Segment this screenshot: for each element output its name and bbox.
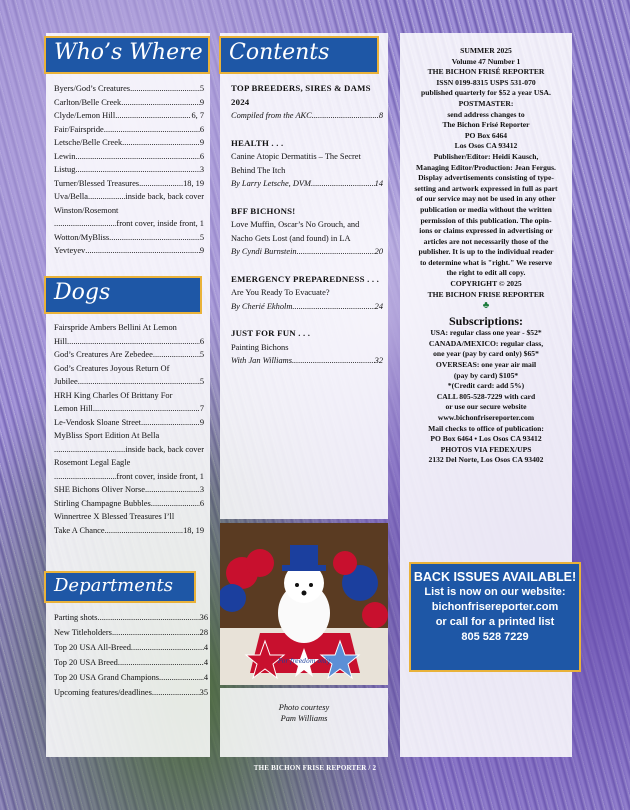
masthead-line: send address changes to — [447, 109, 525, 119]
contents-author: By Larry Letsche, DVM — [231, 179, 312, 188]
subscription-line: *(Credit card: add 5%) — [447, 381, 525, 391]
dot-leader — [109, 231, 200, 245]
masthead — [404, 46, 568, 466]
whos-where-header: Who’s Where — [44, 36, 210, 74]
dog-entry — [54, 456, 204, 483]
dot-leader — [115, 109, 191, 123]
dot-leader — [122, 136, 200, 150]
entry-name: Wotton/MyBliss — [54, 232, 110, 242]
entry-page: 5 — [199, 377, 204, 386]
entry-page: 9 — [199, 138, 204, 147]
entry-page: 18, 19 — [183, 178, 204, 188]
back-issues-phone: 805 528 7229 — [461, 631, 529, 643]
dog-entry — [54, 510, 204, 537]
contents-page: 14 — [374, 179, 383, 188]
dog-name-line: Fairspride Ambers Bellini At Lemon — [54, 323, 177, 332]
bichon-photo-illustration — [220, 523, 388, 685]
entry-page: 35 — [199, 688, 208, 697]
entry-name: Hill — [54, 336, 68, 346]
entry-name: God’s Creatures Are Zebedee — [54, 350, 153, 359]
contents-section-title: TOP BREEDERS, SIRES & DAMS 2024 — [231, 83, 371, 107]
dog-entry — [54, 416, 204, 430]
masthead-line: articles are not necessarily those of the — [423, 236, 549, 246]
contents-header: Contents — [219, 36, 379, 74]
contents-article-title: Are You Ready To Evacuate? — [231, 288, 330, 297]
dog-page-line — [54, 375, 204, 389]
photo-sign-text: For freedom only — [277, 658, 331, 665]
contents-author-line — [231, 354, 383, 368]
dog-page-line — [54, 348, 204, 362]
dogs-header: Dogs — [44, 276, 202, 314]
masthead-line: Publisher/Editor: Heidi Kausch, — [433, 151, 539, 161]
entry-page: 18, 19 — [183, 525, 204, 535]
subscription-line: PHOTOS VIA FEDEX/UPS — [440, 444, 532, 454]
entry-page: 36 — [199, 613, 208, 622]
back-issues-title: BACK ISSUES AVAILABLE! — [413, 570, 577, 584]
entry-page: 5 — [199, 84, 204, 93]
masthead-line: publisher. It is up to the individual reader — [418, 247, 554, 257]
subscription-line: CALL 805-528-7229 with card — [436, 391, 536, 401]
bichon-photo — [220, 523, 388, 685]
dog-name-line: HRH King Charles Of Brittany For — [54, 390, 173, 400]
dog-entry — [54, 429, 204, 456]
dog-page-line — [54, 470, 204, 484]
dog-entry — [54, 483, 204, 497]
subscription-line: or use our secure website — [445, 402, 527, 412]
departments-header: Departments — [44, 571, 196, 603]
dog-name-line: MyBliss Sport Edition At Bella — [54, 431, 160, 440]
back-issues-line: List is now on our website: — [424, 586, 566, 598]
masthead-line: of our service may not be used in any other — [416, 194, 556, 204]
list-item — [54, 190, 204, 204]
masthead-line: ISSN 0199-8315 USPS 531-070 — [436, 77, 536, 87]
entry-page: 6, 7 — [191, 111, 204, 120]
contents-section — [231, 273, 383, 314]
dot-leader — [121, 96, 200, 110]
entry-name: Clyde/Lemon Hill — [54, 111, 116, 120]
department-item — [54, 640, 208, 655]
dot-leader — [98, 610, 200, 625]
entry-page: front cover, inside front, 1 — [116, 471, 204, 481]
subscription-line: OVERSEAS: one year air mail — [435, 360, 537, 370]
contents-section — [231, 137, 383, 191]
entry-name: Top 20 USA Grand Champions — [54, 673, 160, 682]
masthead-line: SUMMER 2025 — [460, 46, 512, 55]
dog-page-line — [54, 335, 204, 349]
subscription-line: Mail checks to office of publication: — [428, 423, 544, 433]
list-item — [54, 96, 204, 110]
dot-leader — [297, 245, 375, 259]
masthead-line: to determine what is "right." We reserve — [420, 257, 552, 267]
entry-name: Le-Vendosk Sloane Street — [54, 417, 141, 427]
department-item — [54, 625, 208, 640]
dogs-list — [54, 321, 204, 537]
entry-name: Upcoming features/deadlines — [54, 688, 152, 697]
subscription-line: 2132 Del Norte, Los Osos CA 93402 — [428, 455, 544, 465]
subscription-line: www.bichonfrisereporter.com — [437, 413, 535, 422]
contents-list — [231, 82, 383, 382]
entry-page: 3 — [199, 485, 204, 494]
contents-article-title: Canine Atopic Dermatitis – The Secret Behind The Itch — [231, 152, 361, 175]
subscription-line: USA: regular class one year - $52* — [430, 328, 542, 338]
list-item: Winston/Rosemont — [54, 205, 119, 215]
dot-leader — [54, 217, 116, 231]
contents-author-line — [231, 109, 383, 123]
dog-page-line — [54, 483, 204, 497]
whos-where-list — [54, 82, 204, 258]
entry-page: 4 — [203, 658, 208, 667]
contents-section — [231, 327, 383, 368]
dog-page-line — [54, 443, 204, 457]
dot-leader — [139, 177, 183, 191]
back-issues-line: or call for a printed list — [435, 616, 555, 628]
dot-leader — [159, 670, 204, 685]
dot-leader — [75, 163, 199, 177]
contents-author: Compiled from the AKC — [231, 111, 312, 120]
entry-name: Carlton/Belle Creek — [54, 97, 122, 107]
dog-name-line: Winnertree X Blessed Treasures I’ll — [54, 512, 175, 521]
dot-leader — [145, 483, 200, 497]
dog-entry — [54, 348, 204, 362]
entry-name: Take A Chance — [54, 525, 105, 535]
masthead-line: POSTMASTER: — [458, 98, 514, 108]
back-issues-website[interactable]: bichonfrisereporter.com — [431, 601, 559, 613]
dot-leader — [312, 109, 379, 123]
dog-entry — [54, 321, 204, 348]
contents-section — [231, 205, 383, 259]
entry-page: 6 — [199, 151, 204, 161]
masthead-line: setting and artwork expressed in full as part — [414, 183, 558, 193]
contents-article-title: Love Muffin, Oscar’s No Grouch, and Nacho Gets Lost (and found) in LA — [231, 220, 360, 243]
list-item — [54, 136, 204, 150]
club-icon: ♣ — [482, 300, 490, 312]
dot-leader — [85, 244, 200, 258]
contents-section-title: JUST FOR FUN . . . — [231, 328, 311, 338]
entry-name: Top 20 USA Breed — [54, 658, 118, 667]
subscription-line: (pay by card) $105* — [453, 370, 519, 380]
department-item — [54, 610, 208, 625]
dot-leader — [88, 190, 125, 204]
list-item — [54, 231, 204, 245]
subscription-line: CANADA/MEXICO: regular class, — [428, 338, 544, 348]
entry-name: Letsche/Belle Creek — [54, 138, 123, 147]
entry-page: 28 — [199, 628, 208, 637]
dot-leader — [75, 150, 199, 164]
dot-leader — [54, 470, 116, 484]
masthead-line: Volume 47 Number 1 — [451, 56, 521, 66]
dot-leader — [153, 348, 200, 362]
list-item — [54, 109, 204, 123]
contents-article-title: Painting Bichons — [231, 342, 289, 352]
masthead-line: Los Osos CA 93412 — [454, 141, 518, 151]
dot-leader — [93, 402, 200, 416]
contents-page: 8 — [378, 111, 383, 120]
entry-name: Fair/Fairspride — [54, 124, 104, 134]
entry-page: inside back, back cover — [125, 444, 204, 454]
dot-leader — [67, 335, 200, 349]
dot-leader — [112, 625, 200, 640]
contents-section-title: BFF BICHONS! — [231, 205, 296, 216]
masthead-line: publication or media without the written — [420, 204, 552, 214]
masthead-line: permission of this publication. The opin- — [420, 215, 552, 225]
contents-section — [231, 82, 383, 123]
entry-page: inside back, back cover — [125, 192, 204, 201]
entry-page: 6 — [199, 124, 204, 134]
contents-section-title: HEALTH . . . — [231, 137, 284, 148]
entry-page: 6 — [199, 336, 204, 346]
masthead-line: THE BICHON FRISE REPORTER — [427, 289, 545, 299]
entry-name: Lemon Hill — [54, 404, 93, 413]
contents-author: By Cyndi Burnstein — [231, 247, 297, 256]
dog-page-line — [54, 497, 204, 511]
masthead-line: published quarterly for $52 a year USA. — [421, 88, 551, 98]
dot-leader — [78, 375, 200, 389]
entry-name: New Titleholders — [54, 628, 112, 637]
dog-page-line — [54, 416, 204, 430]
list-item — [54, 177, 204, 191]
entry-name: Parting shots — [54, 613, 98, 622]
contents-page: 20 — [374, 247, 383, 256]
entry-page: front cover, inside front, 1 — [116, 219, 204, 228]
entry-page: 5 — [199, 350, 204, 359]
entry-page: 4 — [203, 643, 208, 652]
entry-name: Yevteyev — [54, 246, 86, 255]
photo-caption — [220, 702, 388, 724]
department-item — [54, 685, 208, 700]
entry-name: Stirling Champagne Bubbles — [54, 498, 151, 508]
entry-name: Lewin — [54, 151, 76, 161]
subscription-line: PO Box 6464 • Los Osos CA 93412 — [430, 434, 542, 444]
dog-name-line: God’s Creatures Joyous Return Of — [54, 363, 170, 373]
dot-leader — [152, 685, 200, 700]
list-item — [54, 163, 204, 177]
dot-leader — [311, 177, 375, 191]
masthead-line: PO Box 6464 — [464, 130, 508, 140]
department-item — [54, 655, 208, 670]
entry-page: 6 — [199, 498, 204, 508]
entry-page: 4 — [203, 673, 208, 682]
entry-name: Byers/God’s Creatures — [54, 84, 131, 93]
dot-leader — [104, 123, 200, 137]
dog-entry — [54, 389, 204, 416]
entry-name: Turner/Blessed Treasures — [54, 178, 140, 188]
dot-leader — [131, 640, 204, 655]
masthead-line: THE BICHON FRISÉ REPORTER — [427, 67, 545, 77]
dot-leader — [130, 82, 200, 96]
list-item — [54, 123, 204, 137]
entry-name: SHE Bichons Oliver Norse — [54, 485, 145, 494]
entry-page: 9 — [199, 246, 204, 255]
entry-name: Top 20 USA All-Breed — [54, 643, 131, 652]
masthead-line: The Bichon Frisé Reporter — [442, 120, 530, 130]
entry-page: 9 — [199, 97, 204, 107]
subscription-line: one year (pay by card only) $65* — [433, 349, 539, 359]
dog-entry — [54, 362, 204, 389]
list-item — [54, 244, 204, 258]
masthead-line: ions or claims expressed in advertising or — [419, 226, 553, 236]
dot-leader — [292, 354, 375, 368]
page-footer: THE BICHON FRISE REPORTER / 2 — [253, 764, 377, 772]
entry-page: 5 — [199, 232, 204, 242]
back-issues-box — [409, 562, 581, 672]
department-item — [54, 670, 208, 685]
dot-leader — [54, 443, 125, 457]
dog-entry — [54, 497, 204, 511]
list-item — [54, 150, 204, 164]
dog-name-line: Rosemont Legal Eagle — [54, 458, 131, 467]
dot-leader — [292, 300, 374, 314]
contents-author-line — [231, 177, 383, 191]
photo-caption-line2: Pam Williams — [280, 714, 328, 723]
entry-name: Listug — [54, 165, 76, 174]
contents-author: With Jan Williams — [231, 356, 292, 365]
masthead-line: the right to edit all copy. — [446, 268, 526, 278]
contents-author-line — [231, 245, 383, 259]
photo-caption-line1: Photo courtesy — [278, 703, 330, 712]
masthead-line: COPYRIGHT © 2025 — [450, 279, 522, 289]
dot-leader — [141, 416, 200, 430]
masthead-line: Managing Editor/Production: Jean Fergus. — [416, 162, 556, 172]
contents-page: 32 — [374, 356, 383, 365]
departments-list — [54, 610, 208, 700]
list-item — [54, 217, 204, 231]
entry-name: Jubilee — [54, 377, 78, 386]
masthead-line: Display advertisements consisting of type- — [418, 173, 554, 183]
entry-page: 3 — [199, 165, 204, 174]
entry-name: Uva/Bella — [54, 192, 88, 201]
dot-leader — [151, 497, 200, 511]
entry-page: 9 — [199, 417, 204, 427]
contents-section-title: EMERGENCY PREPAREDNESS . . . — [231, 273, 380, 284]
contents-author-line — [231, 300, 383, 314]
contents-author: By Cherié Ekholm — [231, 301, 293, 311]
list-item — [54, 82, 204, 96]
entry-page: 7 — [199, 404, 204, 413]
dog-page-line — [54, 524, 204, 538]
dog-page-line — [54, 402, 204, 416]
dot-leader — [105, 524, 183, 538]
subscriptions-title: Subscriptions: — [448, 314, 524, 329]
dot-leader — [118, 655, 204, 670]
contents-page: 24 — [374, 301, 383, 311]
